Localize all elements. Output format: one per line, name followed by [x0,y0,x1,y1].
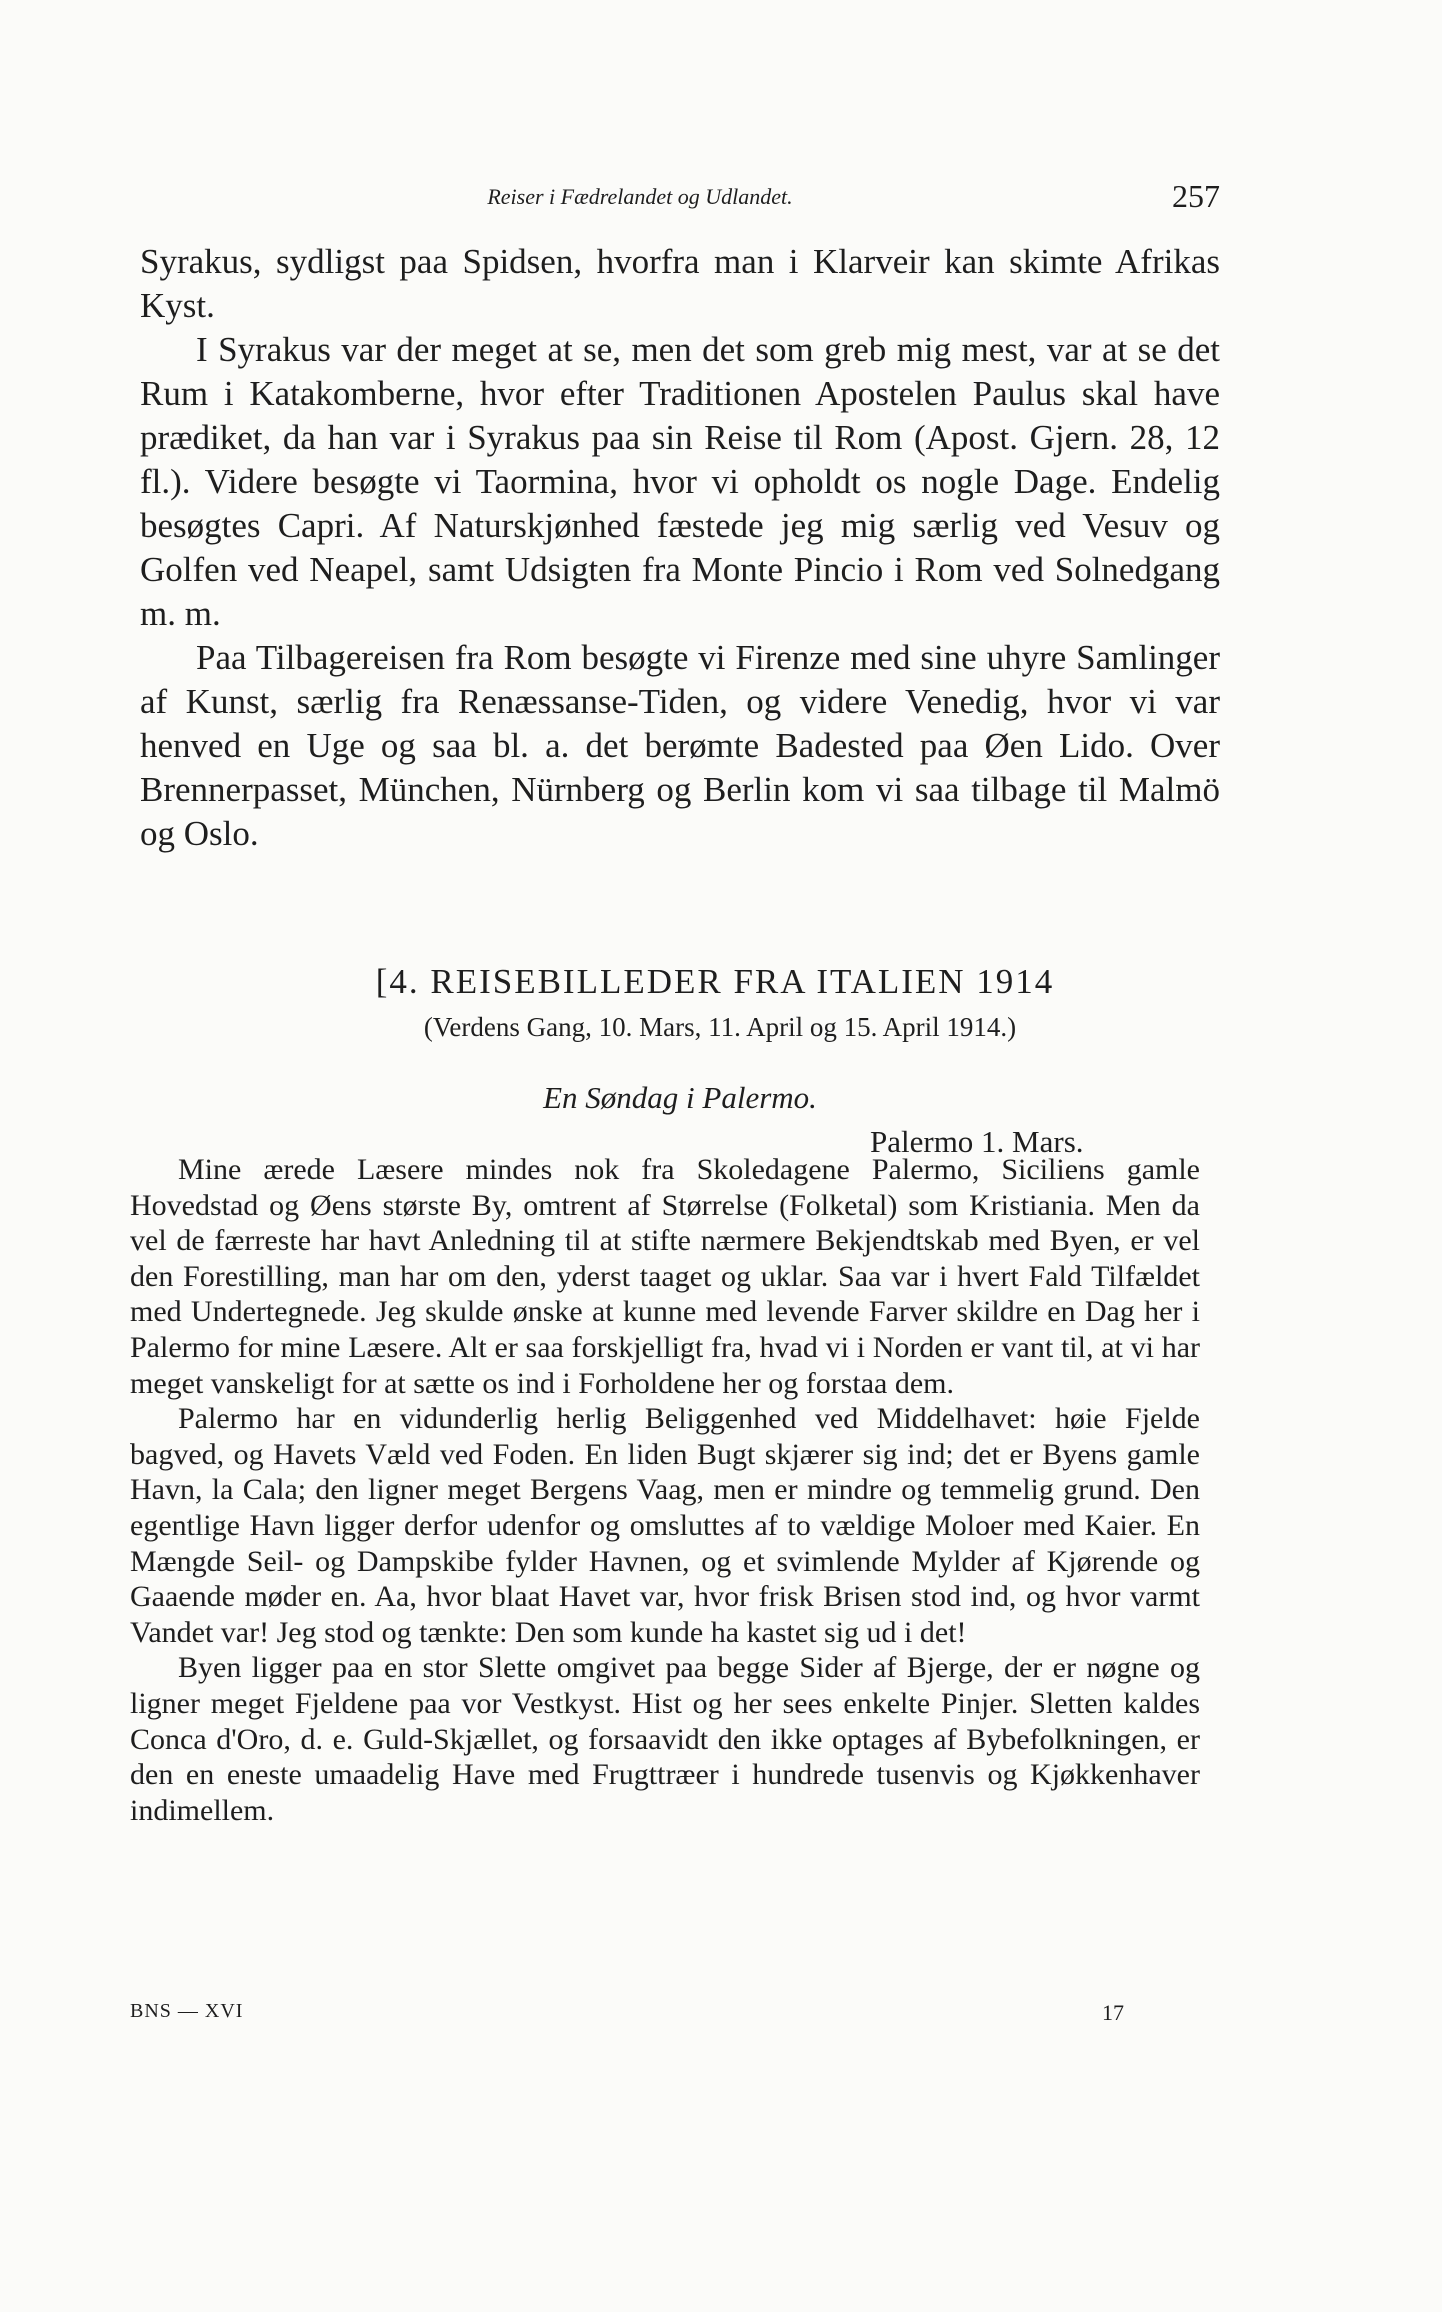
article-paragraph-2: Palermo har en vidunderlig herlig Beliggenhed ved Middelhavet: høie Fjelde bagved, og Havets Væld ved Foden. En liden Bugt skjærer sig ind; det er Byens gamle Havn, la Cala; den ligner meget Bergens Vaag, men er mindre og temmelig grund. Den egentlige Havn ligger derfor udenfor og omsluttes af to vældige Moloer med Kaier. En Mængde Seil- og Dampskibe fylder Havnen, og et svimlende Mylder af Kjørende og Gaaende møder en. Aa, hvor blaat Havet var, hvor frisk Brisen stod ind, og hvor varmt Vandet var! Jeg stod og tænkte: Den som kunde ha kastet sig ud i det! [130,1402,1200,1649]
paragraph-1: Syrakus, sydligst paa Spidsen, hvorfra man i Klarveir kan skimte Afrikas Kyst. [140,242,1220,325]
section-title: [4. REISEBILLEDER FRA ITALIEN 1914 [375,962,1055,1001]
paragraph-3: Paa Tilbagereisen fra Rom besøgte vi Firenze med sine uhyre Samlinger af Kunst, særlig fra Renæssanse-Tiden, og videre Venedig, hvor vi var henved en Uge og saa bl. a. det berømte Badested paa Øen Lido. Over Brennerpasset, München, Nürnberg og Berlin kom vi saa tilbage til Malmö og Oslo. [140,638,1220,853]
running-title: Reiser i Fædrelandet og Udlandet. [487,184,793,209]
running-head [140,178,1220,218]
article-subtitle: En Søndag i Palermo. [543,1080,817,1115]
sheet-number: 17 [1102,2000,1124,2025]
intro-text [140,240,1220,856]
dateline: Palermo 1. Mars. [870,1124,1084,1159]
article-paragraph-3: Byen ligger paa en stor Slette omgivet paa begge Sider af Bjerge, der er nøgne og ligner meget Fjeldene paa vor Vestkyst. Hist og her sees enkelte Pinjer. Sletten kaldes Conca d'Oro, d. e. Guld-Skjællet, og forsaavidt den ikke optages af Bybefolkningen, er den en eneste umaadelig Have med Frugttræer i hundrede tusenvis og Kjøkkenhaver indimellem. [130,1651,1200,1827]
article-paragraph-1: Mine ærede Læsere mindes nok fra Skoledagene Palermo, Siciliens gamle Hovedstad og Øens største By, omtrent af Størrelse (Folketal) som Kristiania. Men da vel de færreste har havt Anledning til at stifte nærmere Bekjendtskab med Byen, er vel den Forestilling, man har om den, yderst taaget og uklar. Saa var i hvert Fald Tilfældet med Undertegnede. Jeg skulde ønske at kunne med levende Farver skildre en Dag her i Palermo for mine Læsere. Alt er saa forskjelligt fra, hvad vi i Norden er vant til, at vi har meget vanskeligt for at sætte os ind i Forholdene her og forstaa dem. [130,1153,1200,1400]
page-number: 257 [1172,178,1220,214]
section-heading [140,962,1220,1043]
article-text [130,1152,1200,1828]
signature-mark: BNS — XVI [130,2000,244,2022]
section-source: (Verdens Gang, 10. Mars, 11. April og 15. April 1914.) [423,1012,1017,1042]
paragraph-2: I Syrakus var der meget at se, men det som greb mig mest, var at se det Rum i Katakomberne, hvor efter Traditionen Apostelen Paulus skal have prædiket, da han var i Syrakus paa sin Reise til Rom (Apost. Gjern. 28, 12 fl.). Videre besøgte vi Taormina, hvor vi opholdt os nogle Dage. Endelig besøgtes Capri. Af Naturskjønhed fæstede jeg mig særlig ved Vesuv og Golfen ved Neapel, samt Udsigten fra Monte Pincio i Rom ved Solnedgang m. m. [140,330,1220,633]
